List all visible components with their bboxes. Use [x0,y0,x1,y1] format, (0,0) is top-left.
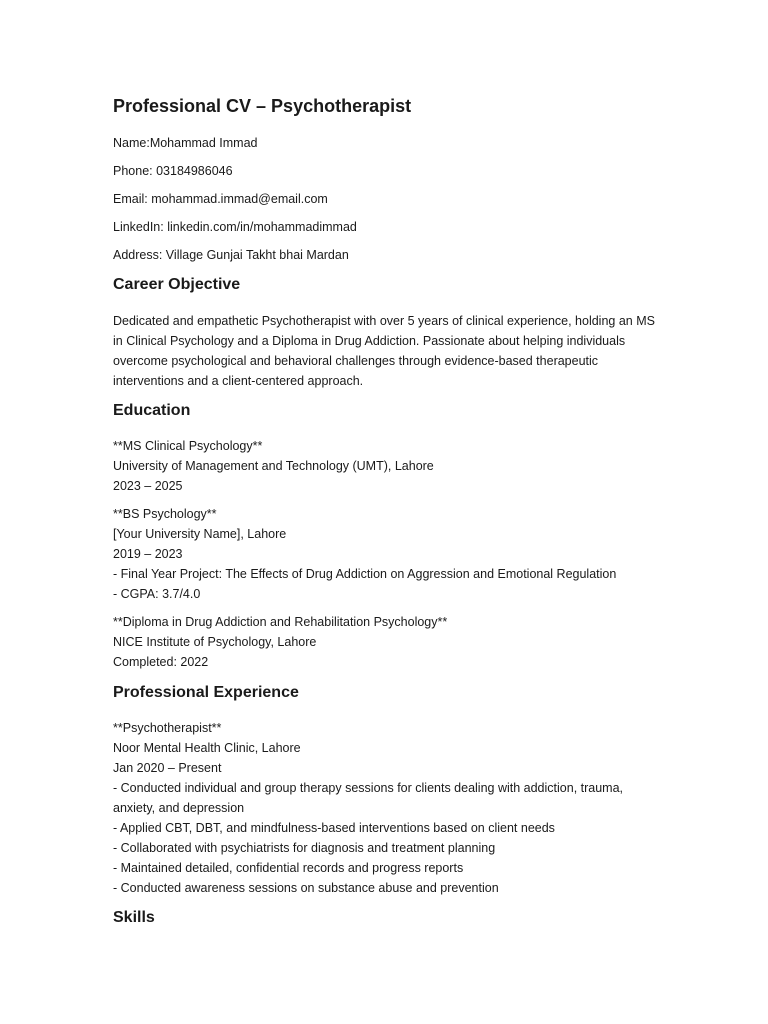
contact-phone: Phone: 03184986046 [113,164,233,178]
career-objective-text: Dedicated and empathetic Psychotherapist with over 5 years of clinical experience, holding an MS in Clinical Psychology and a Diploma in Drug Addiction. Passionate about helping individuals overcome psychological and behavioral challenges through evidence-based therapeutic interventions and a client-centered approach. [113,314,655,388]
page-title: Professional CV – Psychotherapist [113,96,412,116]
experience-bullet: - Maintained detailed, confidential records and progress reports [113,861,464,875]
experience-bullet-continuation: anxiety, and depression [113,801,245,815]
bs-degree: **BS Psychology** [113,507,217,521]
contact-email: Email: mohammad.immad@email.com [113,192,328,206]
experience-bullet: - Collaborated with psychiatrists for diagnosis and treatment planning [113,841,496,855]
experience-heading: Professional Experience [113,684,299,701]
education-heading: Education [113,402,191,419]
contact-linkedin: LinkedIn: linkedin.com/in/mohammadimmad [113,220,357,234]
experience-period: Jan 2020 – Present [113,761,222,775]
bs-cgpa: - CGPA: 3.7/4.0 [113,587,201,601]
skills-heading: Skills [113,909,155,926]
diploma-completed: Completed: 2022 [113,655,209,669]
ms-institution: University of Management and Technology (UMT), Lahore [113,459,434,473]
ms-degree: **MS Clinical Psychology** [113,439,263,453]
contact-name: Name:Mohammad Immad [113,136,258,150]
bs-institution: [Your University Name], Lahore [113,527,287,541]
experience-employer: Noor Mental Health Clinic, Lahore [113,741,301,755]
career-objective-heading: Career Objective [113,276,241,293]
experience-bullet: - Applied CBT, DBT, and mindfulness-based interventions based on client needs [113,821,555,835]
experience-bullet: - Conducted awareness sessions on substance abuse and prevention [113,881,499,895]
diploma-institution: NICE Institute of Psychology, Lahore [113,635,317,649]
experience-bullet: - Conducted individual and group therapy sessions for clients dealing with addiction, trauma, [113,781,624,795]
ms-years: 2023 – 2025 [113,479,183,493]
experience-role: **Psychotherapist** [113,721,222,735]
bs-years: 2019 – 2023 [113,547,183,561]
contact-address: Address: Village Gunjai Takht bhai Mardan [113,248,349,262]
bs-project: - Final Year Project: The Effects of Drug Addiction on Aggression and Emotional Regulation [113,567,617,581]
diploma-degree: **Diploma in Drug Addiction and Rehabilitation Psychology** [113,615,448,629]
